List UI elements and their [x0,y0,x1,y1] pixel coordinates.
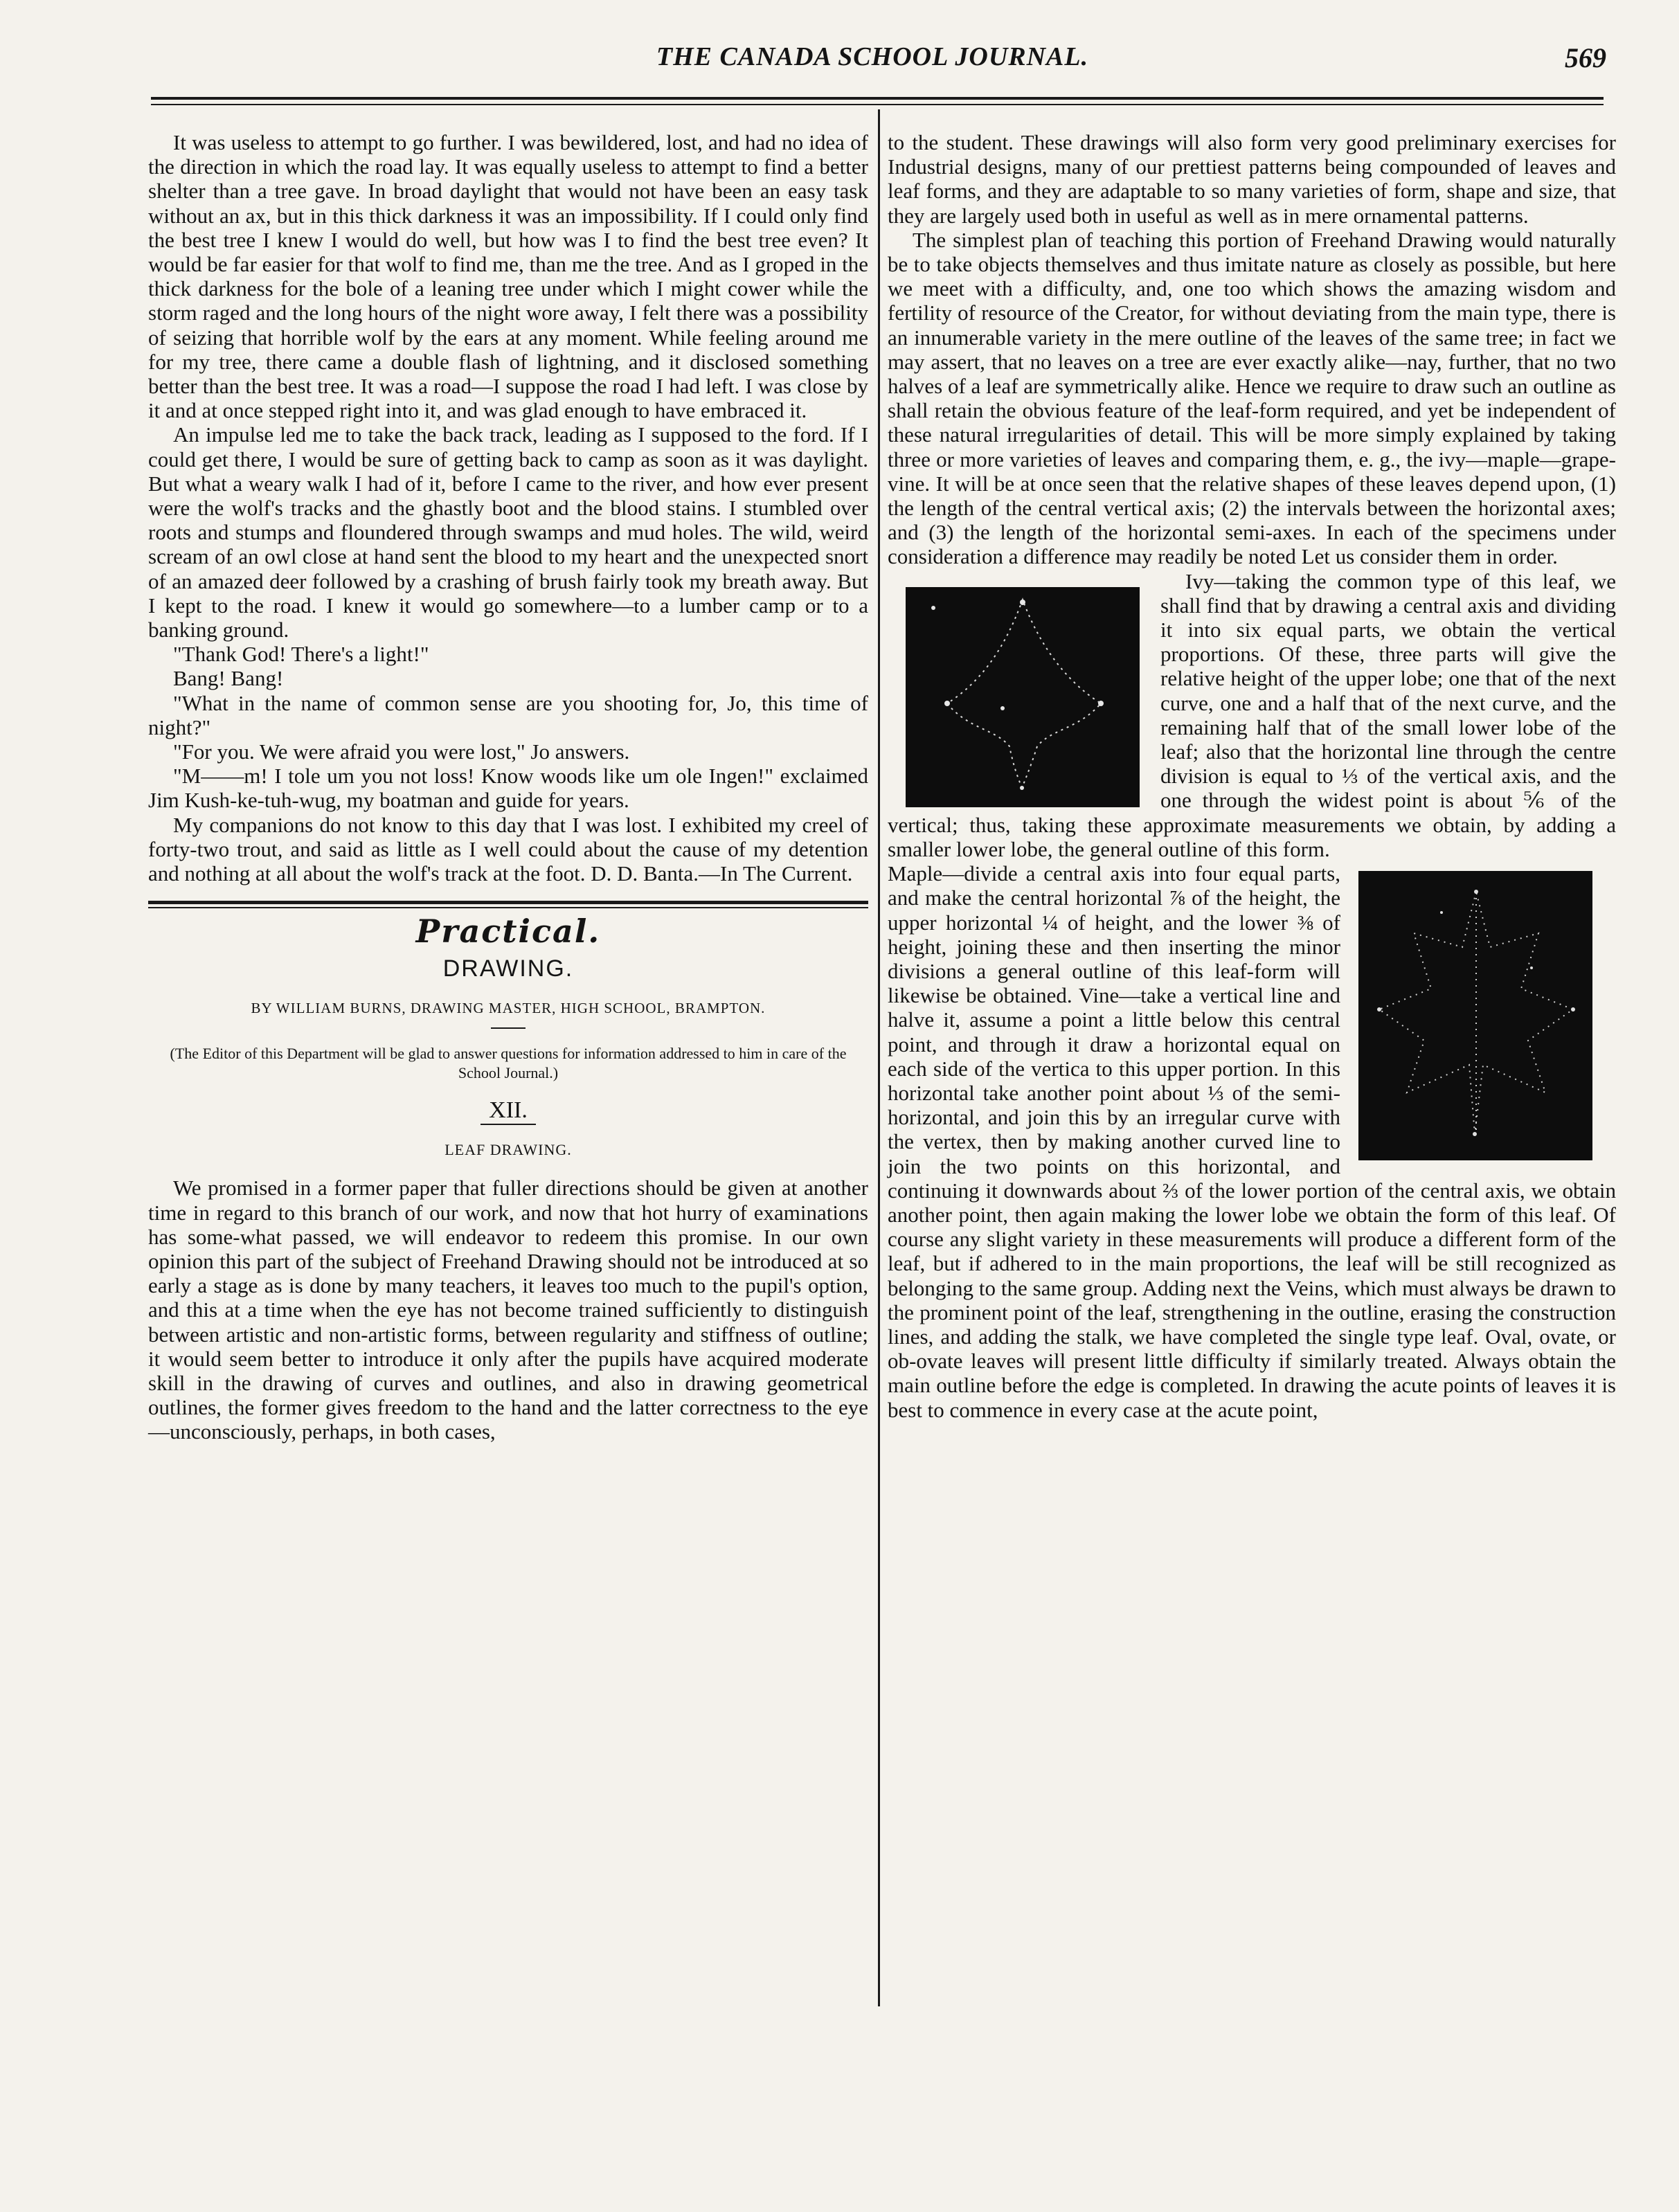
article-paragraph-simplest-plan: The simplest plan of teaching this portion of Freehand Drawing would naturally be to take objects themselves and thus imitate nature as closely as possible, but here we meet with a difficulty, and, one too which shows the amazing wisdom and fertility of resource of the Creator, for without deviating from the main type, there is an innumerable variety in the mere outline of the leaves of the same tree; in fact we may assert, that no leaves on a tree are ever exactly alike—nay, further, that no two halves of a leaf are symmetrically alike. Hence we require to draw such an outline as shall retain the obvious feature of the leaf-form required, and yet be independent of these natural irregularities of detail. This will be more simply explained by taking three or more varieties of leaves and comparing them, e. g., the ivy—maple—grape-vine. It will be at once seen that the relative shapes of these leaves depend upon, (1) the length of the central vertical axis; (2) the intervals between the horizontal axes; and (3) the length of the horizontal semi-axes. In each of the specimens under consideration a difference may readily be noted Let us consider them in order. [888,227,1616,569]
article-paragraph-ivy: Ivy—taking the common type of this leaf, we shall find that by drawing a central axis and dividing it into six equal parts, we obtain the vertical proportions. Of these, three parts will give the relative height of the upper lobe; one that of the next curve, one and a half that of the next curve, and the remaining half that of the small lower lobe of the leaf; also that the horizontal line through the centre division is equal to ⅓ of the vertical axis, and the one through the widest point is about ⅚ of the vertical; thus, taking these approximate measurements we obtain, by adding a smaller lower lobe, the general outline of this form. [888,568,1616,861]
column-divider [878,109,880,2006]
article-paragraph-continued: to the student. These drawings will also form very good preliminary exercises for Industrial designs, many of our prettiest patterns being compounded of leaves and leaf forms, and they are adaptable to so many varieties of form, shape and size, that they are largely used both in useful as well as in mere ornamental patterns. [888,130,1616,228]
department-title: Practical. [415,912,601,951]
story-paragraph-6: "For you. We were afraid you were lost," Jo answers. [173,739,630,764]
story-paragraph-7: "M——m! I tole um you not loss! Know woods like um ole Ingen!" exclaimed Jim Kush-ke-tuh-wug, my boatman and guide for years. [148,764,868,813]
header-rule-thin [151,104,1604,105]
left-column [148,130,868,1444]
page-header [138,39,1606,80]
story-paragraph-5: "What in the name of common sense are you shooting for, Jo, this time of night?" [148,690,868,739]
editor-note: (The Editor of this Department will be glad to answer questions for information addressed to him in care of the School Journal.) [170,1044,847,1081]
journal-title: THE CANADA SCHOOL JOURNAL. [656,42,1089,71]
article-title: DRAWING. [442,955,574,982]
story-paragraph-4: Bang! Bang! [173,666,284,691]
maple-leaf-drawing [1358,871,1592,1160]
maple-leaf-figure [1358,871,1592,1160]
story-paragraph-1: It was useless to attempt to go further. I was bewildered, lost, and had no idea of the direction in which the road lay. It was equally useless to attempt to find a better shelter than a tree gave. In broad daylight that would not have been an easy task without an ax, but in this thick darkness it was an impossibility. If I could only find the best tree I knew I would do well, but how was I to find the best tree even? It would be far easier for that wolf to find me, than me the tree. And as I groped in the thick darkness for the bole of a leaning tree under which I might cower while the storm raged and the long hours of the night wore away, I felt there was a possibility of seizing that horrible wolf by the ears at any moment. While feeling around me for my tree, there came a double flash of lightning, and it disclosed something better than the best tree. It was a road—I suppose the road I had left. I was close by it and at once stepped right into it, and was glad enough to have embraced it. [148,130,868,423]
part-subtitle: LEAF DRAWING. [445,1141,572,1159]
part-number: XII. [489,1097,528,1123]
section-rule-thick [148,901,868,904]
right-column [888,130,1616,1422]
byline-rule [491,1027,526,1029]
section-rule-thin [148,907,868,908]
story-paragraph-2: An impulse led me to take the back track, leading as I supposed to the ford. If I could get there, I would be sure of getting back to camp as soon as it was daylight. But what a weary walk I had of it, before I came to the river, and how ever present were the wolf's tracks and the ghastly boot and the blood stains. I stumbled over roots and stumps and floundered through swamps and mud holes. The wild, weird scream of an owl close at hand sent the blood to my heart and the unexpected snort of an amazed deer followed by a crashing of brush fairly took my breath away. But I kept to the road. I knew it would go somewhere—to a lumber camp or to a banking ground. [148,422,868,642]
article-paragraph: We promised in a former paper that fuller directions should be given at another time in regard to this branch of our work, and now that hot hurry of examinations has some-what passed, we will endeavor to redeem this promise. In our own opinion this part of the subject of Freehand Drawing should not be introduced at so early a stage as is done by many teachers, it leaves too much to the pupil's option, and this at a time when the eye has not become trained sufficiently to distinguish between artistic and non-artistic forms, between regularity and stiffness of outline; it would seem better to introduce it only after the pupils have acquired moderate skill in the drawing of curves and outlines, and also in drawing geometrical outlines, the former gives freedom to the hand and the latter correctness to the eye—unconsciously, perhaps, in both cases, [148,1176,868,1444]
ivy-leaf-figure [906,587,1140,807]
header-rule-thick [151,97,1604,100]
article-paragraph-maple-vine: Maple—divide a central axis into four equal parts, and make the central horizontal ⅞ of the height, the upper horizontal ¼ of height, and the lower ⅜ of height, joining these and then inserting the minor divisions a general outline of this leaf-form will likewise be obtained. Vine—take a vertical line and halve it, assume a point a little below this central point, and through it draw a horizontal equal on each side of the vertica to this upper portion. In this horizontal take another point about ⅓ of the semi-horizontal, and join this by an irregular curve with the vertex, then by making another curved line to join the two points on this horizontal, and continuing it downwards about ⅔ of the lower portion of the central axis, we obtain another point, then again making the lower lobe we obtain the form of this leaf. Of course any slight variety in these measurements will produce a different form of the leaf, but if adhered to in the main proportions, the leaf will be still recognized as belonging to the same group. Adding next the Veins, which must always be drawn to the prominent point of the leaf, strengthening in the outline, erasing the construction lines, and adding the stalk, we have completed the single type leaf. Oval, ovate, or ob-ovate leaves will present little difficulty if similarly treated. Always obtain the main outline before the edge is completed. In drawing the acute points of leaves it is best to commence in every case at the acute point, [888,861,1616,1422]
ivy-leaf-drawing [906,587,1140,807]
story-paragraph-3: "Thank God! There's a light!" [173,642,429,667]
part-number-rule [481,1124,536,1125]
page-number: 569 [1565,42,1606,73]
story-paragraph-8: My companions do not know to this day that I was lost. I exhibited my creel of forty-two trout, and said as little as I well could about the cause of my detention and nothing at all about the wolf's track at the foot. D. D. Banta.—In The Current. [148,812,868,886]
article-byline: BY WILLIAM BURNS, DRAWING MASTER, HIGH SCHOOL, BRAMPTON. [251,999,766,1016]
